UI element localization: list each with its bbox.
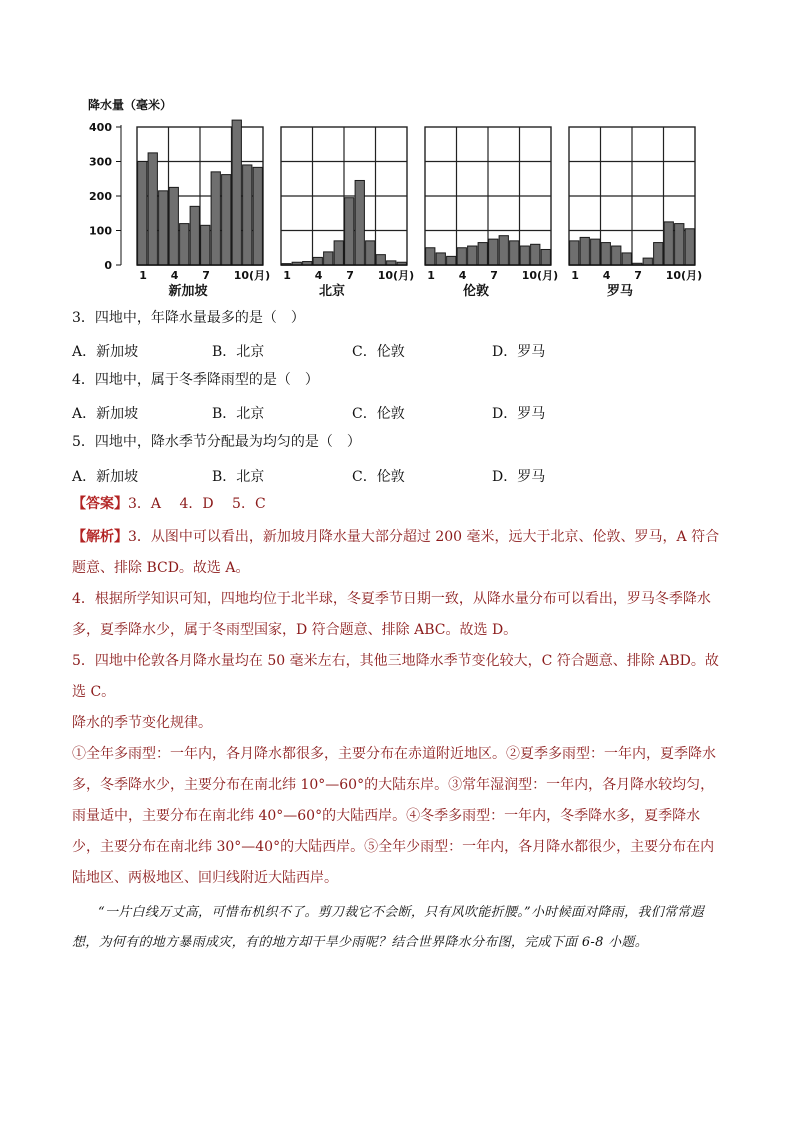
panel-title: 罗马 — [606, 284, 634, 299]
bar — [499, 236, 508, 265]
bar — [675, 224, 684, 265]
q3-option-a: A．新加坡 — [72, 344, 139, 360]
bar — [253, 167, 262, 265]
bar — [148, 153, 157, 265]
q4-option-a: A．新加坡 — [72, 406, 139, 422]
bar — [138, 162, 147, 266]
bar — [685, 229, 694, 265]
bar — [345, 198, 354, 265]
x-tick-label: 10(月) — [665, 269, 703, 282]
bar — [570, 241, 579, 265]
panel-title: 北京 — [318, 284, 346, 299]
bar — [313, 257, 322, 265]
q5-option-c: C．伦敦 — [352, 469, 405, 485]
question-3: 3．四地中，年降水量最多的是（ ） — [72, 310, 305, 326]
bar — [468, 246, 477, 265]
bar — [447, 256, 456, 265]
q3-option-d: D．罗马 — [492, 344, 546, 360]
x-tick-label: 10(月) — [521, 269, 559, 282]
bar — [334, 241, 343, 265]
bar — [232, 120, 241, 265]
x-tick-label: 10(月) — [377, 269, 415, 282]
bar — [324, 252, 333, 265]
bar — [591, 239, 600, 265]
bar — [520, 246, 529, 265]
q3-option-c: C．伦敦 — [352, 344, 405, 360]
precipitation-chart — [0, 0, 794, 305]
x-tick-label: 7 — [202, 269, 210, 282]
x-tick-label: 4 — [314, 269, 323, 282]
panel-title: 伦敦 — [462, 284, 490, 299]
x-tick-label: 1 — [427, 269, 435, 282]
analysis-q3-text: 3．从图中可以看出，新加坡月降水量大部分超过 200 毫米，远大于北京、伦敦、罗马，A 符合题意、排除 BCD。故选 A。 — [72, 529, 720, 576]
x-tick-label: 10(月) — [233, 269, 271, 282]
bar — [222, 175, 231, 265]
bar — [201, 225, 210, 265]
x-tick-label: 1 — [283, 269, 291, 282]
x-tick-label: 1 — [571, 269, 579, 282]
bar — [376, 255, 385, 265]
analysis-label: 【解析】 — [72, 529, 128, 545]
q3-option-b: B．北京 — [212, 344, 265, 360]
bar — [436, 253, 445, 265]
rule-title: 降水的季节变化规律。 — [72, 715, 212, 731]
bar — [643, 258, 652, 265]
panel-title: 新加坡 — [168, 284, 208, 299]
bar — [478, 243, 487, 265]
bar — [366, 241, 375, 265]
q4-option-d: D．罗马 — [492, 406, 546, 422]
q5-option-d: D．罗马 — [492, 469, 546, 485]
analysis-q4: 4．根据所学知识可知，四地均位于北半球，冬夏季节日期一致，从降水量分布可以看出，罗马冬季降水多，夏季降水少，属于冬雨型国家，D 符合题意、排除 ABC。故选 D。 — [72, 591, 711, 638]
analysis-q5: 5．四地中伦敦各月降水量均在 50 毫米左右，其他三地降水季节变化较大，C 符合题意、排除 ABD。故选 C。 — [72, 653, 719, 700]
bar — [531, 244, 540, 265]
bar — [541, 249, 550, 265]
bar — [510, 241, 519, 265]
question-4: 4．四地中，属于冬季降雨型的是（ ） — [72, 372, 319, 388]
answer-text: 3．A 4．D 5．C — [128, 496, 266, 512]
bar — [159, 191, 168, 265]
bar — [601, 243, 610, 265]
rule-list: ①全年多雨型：一年内，各月降水都很多，主要分布在赤道附近地区。②夏季多雨型：一年内，夏季降水多，冬季降水少，主要分布在南北纬 10°—60°的大陆东岸。③常年湿润型：一年内，各月降水较均匀，雨量适中，主要分布在南北纬 40°—60°的大陆西岸。④冬季多雨型：一年内，冬季降水多，夏季降水少，主要分布在南北纬 30°—40°的大陆西岸。⑤全年少雨型：一年内，各月降水都很少，主要分布在内陆地区、两极地区、回归线附近大陆西岸。 — [72, 746, 716, 886]
q4-option-c: C．伦敦 — [352, 406, 405, 422]
answer-line — [72, 497, 266, 511]
y-tick-label: 100 — [89, 224, 112, 238]
bar — [169, 187, 178, 265]
bar — [664, 222, 673, 265]
x-tick-label: 1 — [139, 269, 147, 282]
y-tick-label: 400 — [89, 121, 112, 134]
y-axis-label: 降水量（毫米） — [88, 98, 173, 112]
q5-option-a: A．新加坡 — [72, 469, 139, 485]
x-tick-label: 4 — [458, 269, 467, 282]
x-tick-label: 7 — [490, 269, 498, 282]
bar — [243, 165, 252, 265]
y-tick-label: 0 — [104, 259, 112, 272]
x-tick-label: 4 — [170, 269, 179, 282]
bar — [654, 243, 663, 265]
q4-option-b: B．北京 — [212, 406, 265, 422]
bar — [180, 224, 189, 265]
x-tick-label: 7 — [634, 269, 642, 282]
bar — [211, 172, 220, 265]
bar — [190, 206, 199, 265]
x-tick-label: 7 — [346, 269, 354, 282]
y-tick-label: 200 — [89, 190, 112, 203]
answer-label: 【答案】 — [72, 496, 128, 512]
bar — [489, 239, 498, 265]
bar — [457, 248, 466, 265]
analysis-q3 — [72, 522, 724, 584]
bar — [355, 180, 364, 265]
intro-passage: “一片白线万丈高，可惜布机织不了。剪刀裁它不会断，只有风吹能折腰。”小时候面对降雨，我们常常遐想，为何有的地方暴雨成灾，有的地方却干旱少雨呢？结合世界降水分布图，完成下面 6-8 小题。 — [72, 905, 704, 950]
bar — [580, 237, 589, 265]
y-tick-label: 300 — [89, 155, 112, 169]
question-5: 5．四地中，降水季节分配最为均匀的是（ ） — [72, 434, 361, 450]
bar — [612, 246, 621, 265]
x-tick-label: 4 — [602, 269, 611, 282]
bar — [426, 248, 435, 265]
bar — [622, 253, 631, 265]
q5-option-b: B．北京 — [212, 469, 265, 485]
